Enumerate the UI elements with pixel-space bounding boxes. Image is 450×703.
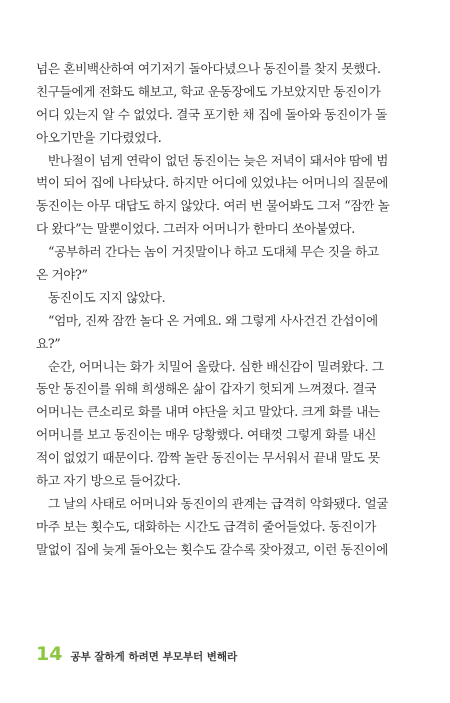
text-line: “엄마, 진짜 잠깐 놀다 온 거예요. 왜 그렇게 사사건건 간섭이에 — [48, 312, 378, 328]
text-line: 말없이 집에 늦게 돌아오는 횟수도 갈수록 잦아졌고, 이런 동진이에 — [36, 541, 388, 557]
text-line: 마주 보는 횟수도, 대화하는 시간도 급격히 줄어들었다. 동진이가 — [36, 518, 377, 534]
body-text — [36, 58, 404, 562]
text-line: 적이 없었기 때문이다. 깜짝 놀란 동진이는 무서워서 끝내 말도 못 — [36, 450, 380, 466]
text-line: 어머니는 큰소리로 화를 내며 야단을 치고 말았다. 크게 화를 내는 — [36, 404, 380, 420]
text-line: 벅이 되어 집에 나타났다. 하지만 어디에 있었냐는 어머니의 질문에 — [36, 175, 388, 191]
text-line: 다 왔다”는 말뿐이었다. 그러자 어머니가 한마디 쏘아붙였다. — [36, 221, 355, 237]
text-line: 아오기만을 기다렸었다. — [36, 129, 162, 145]
text-line: 요?” — [36, 335, 61, 351]
text-line: 동안 동진이를 위해 희생해온 삶이 갑자기 헛되게 느껴졌다. 결국 — [36, 381, 377, 397]
text-line: 순간, 어머니는 화가 치밀어 올랐다. 심한 배신감이 밀려왔다. 그 — [48, 358, 384, 374]
text-line: 친구들에게 전화도 해보고, 학교 운동장에도 가보았지만 동진이가 — [36, 83, 381, 99]
text-line: 동진이도 지지 않았다. — [48, 289, 166, 305]
text-line: 그 날의 사태로 어머니와 동진이의 관계는 급격히 악화됐다. 얼굴 — [48, 495, 389, 511]
text-line: 넘은 혼비백산하여 여기저기 돌아다녔으나 동진이를 찾지 못했다. — [36, 61, 381, 76]
text-line: 온 거야?” — [36, 267, 88, 283]
text-line: 어디 있는지 알 수 없었다. 결국 포기한 채 집에 돌아와 동진이가 돌 — [36, 106, 388, 122]
text-line: 어머니를 보고 동진이는 매우 당황했다. 여태껏 그렇게 화를 내신 — [36, 427, 377, 443]
running-title: 공부 잘하게 하려면 부모부터 변해라 — [70, 651, 238, 663]
text-line: 하고 자기 방으로 들어갔다. — [36, 473, 181, 489]
text-line: “공부하러 간다는 놈이 거짓말이나 하고 도대체 무슨 짓을 하고 — [48, 244, 379, 260]
page-number: 14 — [36, 643, 63, 665]
text-line: 동진이는 아무 대답도 하지 않았다. 여러 번 물어봐도 그저 “잠깐 놀 — [36, 198, 390, 214]
text-line: 반나절이 넘게 연락이 없던 동진이는 늦은 저녁이 돼서야 땀에 범 — [48, 152, 389, 168]
page-footer — [36, 643, 237, 665]
